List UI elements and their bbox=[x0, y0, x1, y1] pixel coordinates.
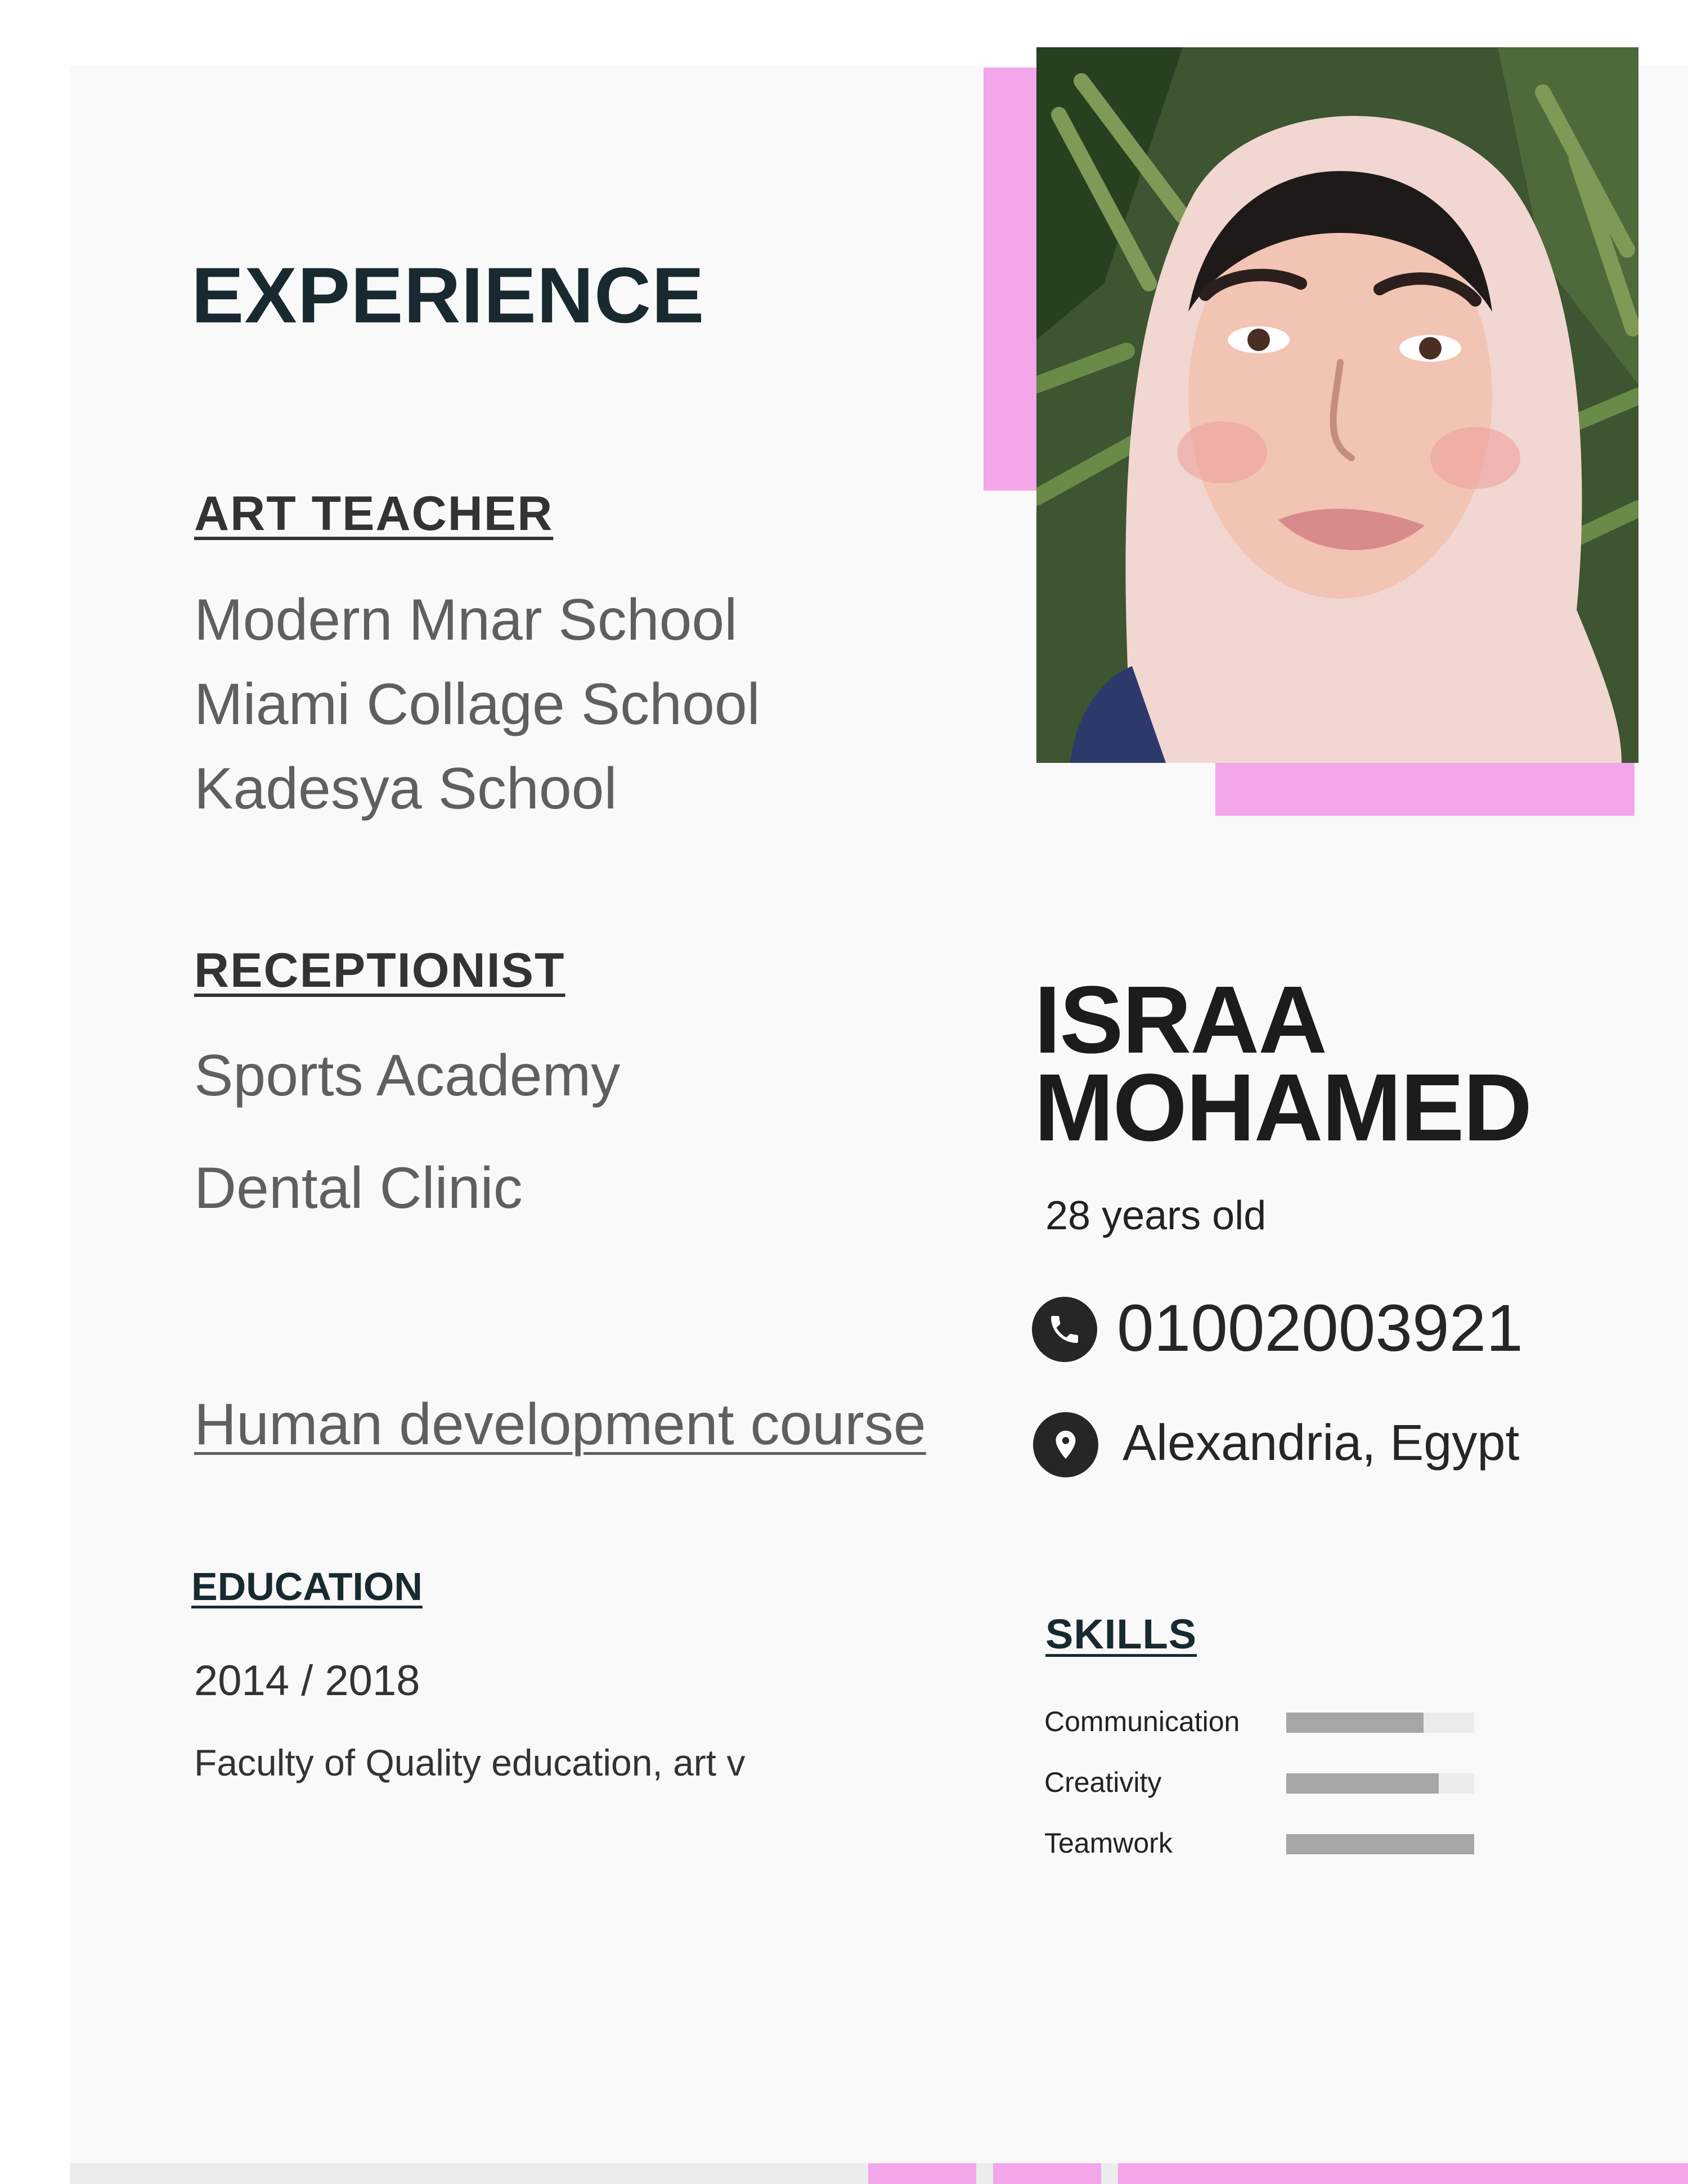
job-place: Dental Clinic bbox=[194, 1156, 523, 1221]
skill-row bbox=[1044, 1826, 1494, 1860]
experience-heading: EXPERIENCE bbox=[191, 251, 705, 339]
skill-name: Creativity bbox=[1044, 1767, 1162, 1798]
age-text: 28 years old bbox=[1045, 1193, 1267, 1238]
first-name: ISRAA bbox=[1034, 967, 1326, 1073]
skill-bar-track bbox=[1286, 1834, 1474, 1854]
course-item: Human development course bbox=[194, 1392, 926, 1457]
job-title-receptionist: RECEPTIONIST bbox=[194, 943, 565, 997]
skill-name: Teamwork bbox=[1044, 1827, 1173, 1859]
footer-accent-2 bbox=[868, 2163, 976, 2184]
education-heading: EDUCATION bbox=[191, 1565, 423, 1608]
job-place: Modern Mnar School bbox=[194, 587, 738, 653]
last-name: MOHAMED bbox=[1034, 1054, 1532, 1162]
accent-block-bottom bbox=[1215, 762, 1635, 816]
footer-accent-3 bbox=[993, 2163, 1101, 2184]
job-place: Sports Academy bbox=[194, 1043, 621, 1108]
skill-name: Communication bbox=[1044, 1706, 1240, 1737]
skills-heading: SKILLS bbox=[1045, 1611, 1197, 1657]
full-name bbox=[1034, 967, 1532, 1162]
footer-accent-4 bbox=[1118, 2163, 1688, 2184]
job-title-art-teacher: ART TEACHER bbox=[194, 487, 554, 541]
skill-row bbox=[1044, 1705, 1494, 1738]
profile-photo bbox=[1036, 47, 1638, 763]
accent-block-left bbox=[984, 68, 1040, 491]
education-years: 2014 / 2018 bbox=[194, 1657, 420, 1705]
phone-icon bbox=[1032, 1297, 1097, 1362]
location-pin-icon bbox=[1033, 1412, 1098, 1477]
job-place: Kadesya School bbox=[194, 756, 617, 821]
skill-bar-track bbox=[1286, 1713, 1474, 1733]
skill-row bbox=[1044, 1765, 1494, 1799]
skill-bar-fill bbox=[1286, 1713, 1424, 1733]
phone-number: 01002003921 bbox=[1117, 1291, 1523, 1365]
skill-bar-track bbox=[1286, 1773, 1474, 1794]
skill-bar-fill bbox=[1286, 1773, 1439, 1794]
education-faculty: Faculty of Quality education, art v bbox=[194, 1742, 746, 1783]
skill-bar-fill bbox=[1286, 1834, 1474, 1854]
job-place: Miami Collage School bbox=[194, 672, 760, 737]
address-text: Alexandria, Egypt bbox=[1123, 1415, 1520, 1471]
